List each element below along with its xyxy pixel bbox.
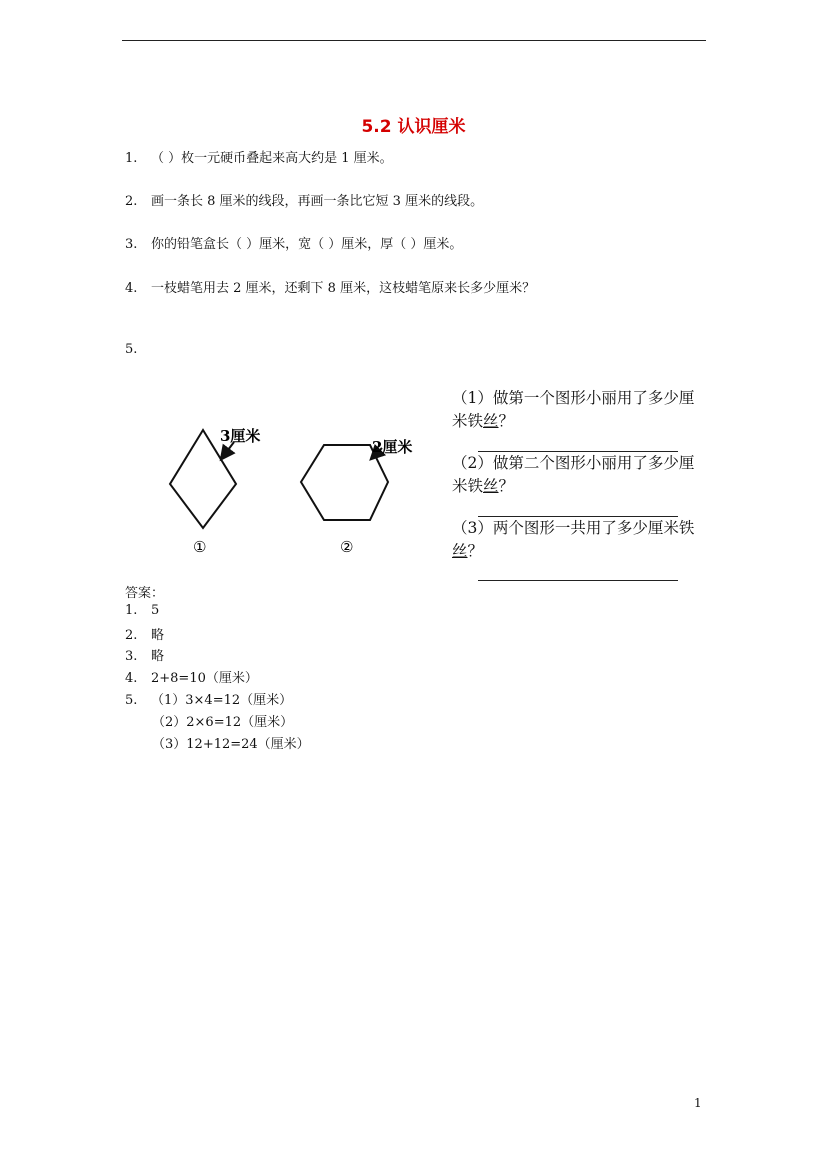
underlined-char: 丝	[483, 412, 499, 430]
answer-number: 1.	[125, 603, 138, 618]
header-rule	[122, 40, 706, 41]
question-2	[125, 190, 483, 209]
answer-sub-item: （2）2×6=12（厘米）	[152, 715, 294, 730]
sub-question-line: （3）两个图形一共用了多少厘米铁	[452, 519, 695, 537]
sub-question-1	[452, 387, 727, 433]
sub-question-line: 米铁	[452, 412, 484, 430]
answer-number: 2.	[125, 628, 138, 643]
question-text: 画一条长 8 厘米的线段，再画一条比它短 3 厘米的线段。	[151, 194, 484, 209]
question-number: 3.	[125, 237, 138, 252]
sub-question-mark: ？	[498, 412, 515, 430]
answer-item	[125, 603, 159, 618]
question-text: 一枝蜡笔用去 2 厘米，还剩下 8 厘米，这枝蜡笔原来长多少厘米？	[151, 281, 536, 296]
sub-question-line: 米铁	[452, 477, 484, 495]
page-number: 1	[694, 1096, 702, 1110]
sub-question-line: （2）做第二个图形小丽用了多少厘	[452, 454, 695, 472]
rhombus-label: 3厘米	[220, 427, 261, 445]
answer-number: 3.	[125, 649, 138, 664]
answer-number: 4.	[125, 671, 138, 686]
hexagon-index: ②	[340, 538, 354, 556]
question-number: 5.	[125, 342, 138, 357]
answer-number: 5.	[125, 693, 138, 708]
page-title: 5.2 认识厘米	[361, 117, 466, 137]
question-4	[125, 277, 535, 296]
answer-item	[125, 624, 164, 643]
question-number: 1.	[125, 151, 138, 166]
question-3	[125, 233, 462, 252]
answers-heading: 答案：	[125, 586, 165, 601]
hexagon-label: 2厘米	[372, 438, 413, 456]
sub-question-line: （1）做第一个图形小丽用了多少厘	[452, 389, 695, 407]
answer-text: 5	[151, 603, 160, 618]
rhombus-index: ①	[193, 538, 207, 556]
question-5	[125, 342, 151, 357]
question-text: （ ）枚一元硬币叠起来高大约是 1 厘米。	[151, 151, 393, 166]
answer-text: 略	[151, 628, 165, 643]
underlined-char: 丝	[452, 542, 468, 560]
answer-item	[125, 645, 164, 664]
answer-text: 2+8=10（厘米）	[151, 671, 258, 686]
shapes-figure	[160, 420, 450, 565]
sub-question-2	[452, 452, 727, 498]
sub-question-mark: ？	[467, 542, 484, 560]
answer-sub-item: （3）12+12=24（厘米）	[152, 737, 310, 752]
underlined-char: 丝	[483, 477, 499, 495]
sub-question-3	[452, 517, 727, 563]
answer-text: 略	[151, 649, 165, 664]
answer-item	[125, 667, 258, 686]
answer-blank-3[interactable]	[478, 580, 678, 581]
answer-text: （1）3×4=12（厘米）	[151, 693, 293, 708]
answer-item	[125, 689, 292, 708]
question-1	[125, 147, 393, 166]
question-number: 4.	[125, 281, 138, 296]
question-number: 2.	[125, 194, 138, 209]
sub-question-mark: ？	[498, 477, 515, 495]
question-text: 你的铅笔盒长（ ）厘米，宽（ ）厘米，厚（ ）厘米。	[151, 237, 463, 252]
